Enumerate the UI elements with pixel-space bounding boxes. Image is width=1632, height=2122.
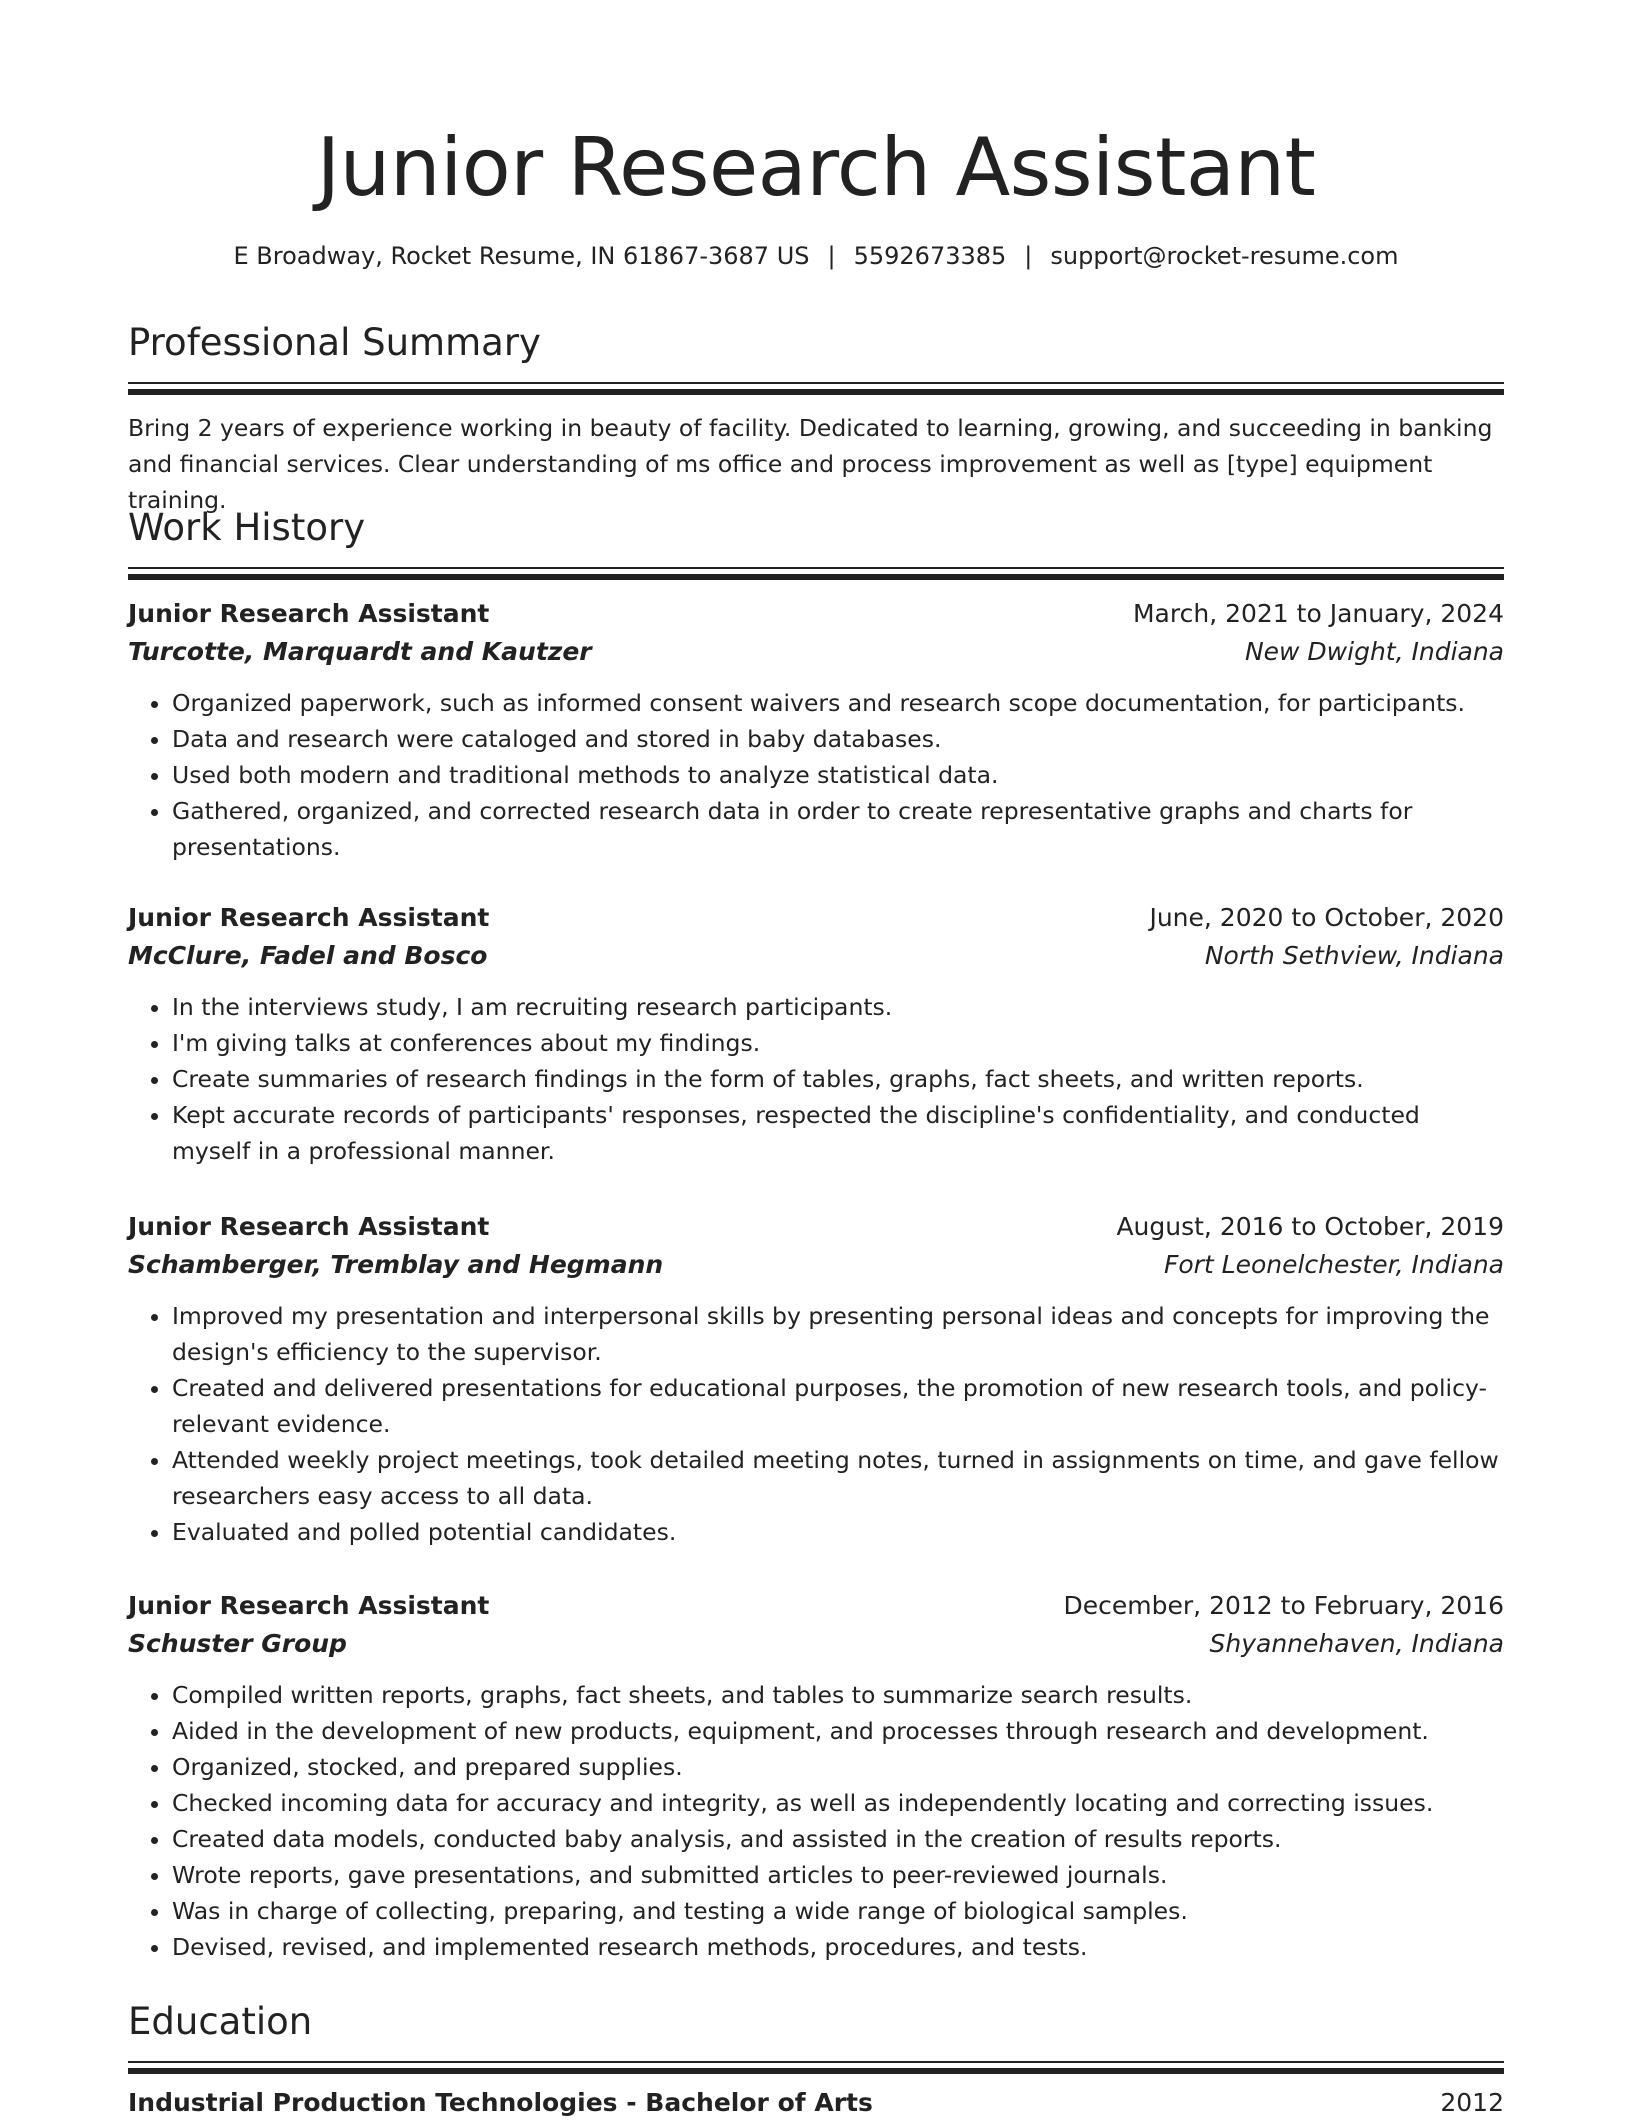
job-entry <box>128 595 1504 865</box>
job-header-row <box>128 899 1504 937</box>
job-location: Fort Leonelchester, Indiana <box>1163 1250 1504 1279</box>
job-bullet: • Wrote reports, gave presentations, and submitted articles to peer-reviewed journals. <box>172 1857 1504 1893</box>
summary-text: Bring 2 years of experience working in beauty of facility. Dedicated to learning, growing, and succeeding in banking and financial services. Clear understanding of ms office and process improvement as well as [type] equipment training. <box>128 414 1493 514</box>
section-heading-summary: Professional Summary <box>128 321 541 364</box>
job-company-row <box>128 1246 1504 1284</box>
section-divider <box>128 382 1504 396</box>
job-entry <box>128 899 1504 1169</box>
job-dates: December, 2012 to February, 2016 <box>1063 1591 1504 1620</box>
job-bullet: • Devised, revised, and implemented research methods, procedures, and tests. <box>172 1929 1504 1965</box>
job-company-row <box>128 937 1504 975</box>
job-bullet: • Compiled written reports, graphs, fact sheets, and tables to summarize search results. <box>172 1677 1504 1713</box>
contact-separator: | <box>827 242 836 270</box>
job-dates: March, 2021 to January, 2024 <box>1132 599 1504 628</box>
job-bullet: • In the interviews study, I am recruiting research participants. <box>172 989 1504 1025</box>
job-company-row <box>128 633 1504 671</box>
job-bullet: • Was in charge of collecting, preparing, and testing a wide range of biological samples. <box>172 1893 1504 1929</box>
job-company: McClure, Fadel and Bosco <box>128 941 488 970</box>
job-bullet: • Data and research were cataloged and stored in baby databases. <box>172 721 1504 757</box>
job-company: Schamberger, Tremblay and Hegmann <box>128 1250 664 1279</box>
contact-phone: 5592673385 <box>853 242 1007 270</box>
work-history-section <box>128 503 1504 581</box>
job-bullet: • Used both modern and traditional methods to analyze statistical data. <box>172 757 1504 793</box>
resume-name: Junior Research Assistant <box>316 121 1316 214</box>
job-bullet: • Attended weekly project meetings, took detailed meeting notes, turned in assignments on time, and gave fellow researchers easy access to all data. <box>172 1442 1504 1514</box>
job-title: Junior Research Assistant <box>128 1212 490 1241</box>
job-bullet: • Gathered, organized, and corrected research data in order to create representative graphs and charts for presentations. <box>172 793 1504 865</box>
job-title: Junior Research Assistant <box>128 903 490 932</box>
job-dates: June, 2020 to October, 2020 <box>1149 903 1504 932</box>
job-bullet-list <box>128 1298 1504 1550</box>
job-bullet: • Checked incoming data for accuracy and integrity, as well as independently locating and correcting issues. <box>172 1785 1504 1821</box>
job-company: Turcotte, Marquardt and Kautzer <box>128 637 592 666</box>
job-location: New Dwight, Indiana <box>1244 637 1504 666</box>
job-location: Shyannehaven, Indiana <box>1209 1629 1504 1658</box>
job-bullet: • Kept accurate records of participants' responses, respected the discipline's confidentiality, and conducted myself in a professional manner. <box>172 1097 1504 1169</box>
job-bullet: • Created data models, conducted baby analysis, and assisted in the creation of results reports. <box>172 1821 1504 1857</box>
job-location: North Sethview, Indiana <box>1204 941 1504 970</box>
job-company: Schuster Group <box>128 1629 347 1658</box>
section-divider <box>128 567 1504 581</box>
section-heading-education: Education <box>128 2000 313 2043</box>
job-bullet: • Organized, stocked, and prepared supplies. <box>172 1749 1504 1785</box>
education-entry <box>128 2084 1504 2122</box>
job-bullet: • Create summaries of research findings in the form of tables, graphs, fact sheets, and written reports. <box>172 1061 1504 1097</box>
contact-email: support@rocket-resume.com <box>1050 242 1399 270</box>
job-header-row <box>128 595 1504 633</box>
job-bullet: • Aided in the development of new products, equipment, and processes through research and development. <box>172 1713 1504 1749</box>
section-heading-work-history: Work History <box>128 506 366 549</box>
section-divider <box>128 2061 1504 2075</box>
job-bullet: • Created and delivered presentations for educational purposes, the promotion of new research tools, and policy-relevant evidence. <box>172 1370 1504 1442</box>
job-bullet-list <box>128 685 1504 865</box>
job-bullet: • Organized paperwork, such as informed consent waivers and research scope documentation, for participants. <box>172 685 1504 721</box>
job-company-row <box>128 1625 1504 1663</box>
education-degree: Industrial Production Technologies - Bachelor of Arts <box>128 2088 873 2117</box>
contact-address: E Broadway, Rocket Resume, IN 61867-3687 US <box>233 242 810 270</box>
job-entry <box>128 1587 1504 1965</box>
job-bullet: • Improved my presentation and interpersonal skills by presenting personal ideas and concepts for improving the design's efficiency to the supervisor. <box>172 1298 1504 1370</box>
job-bullet-list <box>128 1677 1504 1965</box>
job-bullet: • I'm giving talks at conferences about my findings. <box>172 1025 1504 1061</box>
job-title: Junior Research Assistant <box>128 599 490 628</box>
job-title: Junior Research Assistant <box>128 1591 490 1620</box>
job-bullet-list <box>128 989 1504 1169</box>
education-section <box>128 1997 1504 2075</box>
contact-separator: | <box>1024 242 1033 270</box>
job-header-row <box>128 1208 1504 1246</box>
job-entry <box>128 1208 1504 1550</box>
job-header-row <box>128 1587 1504 1625</box>
job-dates: August, 2016 to October, 2019 <box>1116 1212 1504 1241</box>
job-bullet: • Evaluated and polled potential candidates. <box>172 1514 1504 1550</box>
education-year: 2012 <box>1440 2088 1504 2117</box>
summary-section <box>128 318 1504 518</box>
contact-line <box>128 238 1504 274</box>
